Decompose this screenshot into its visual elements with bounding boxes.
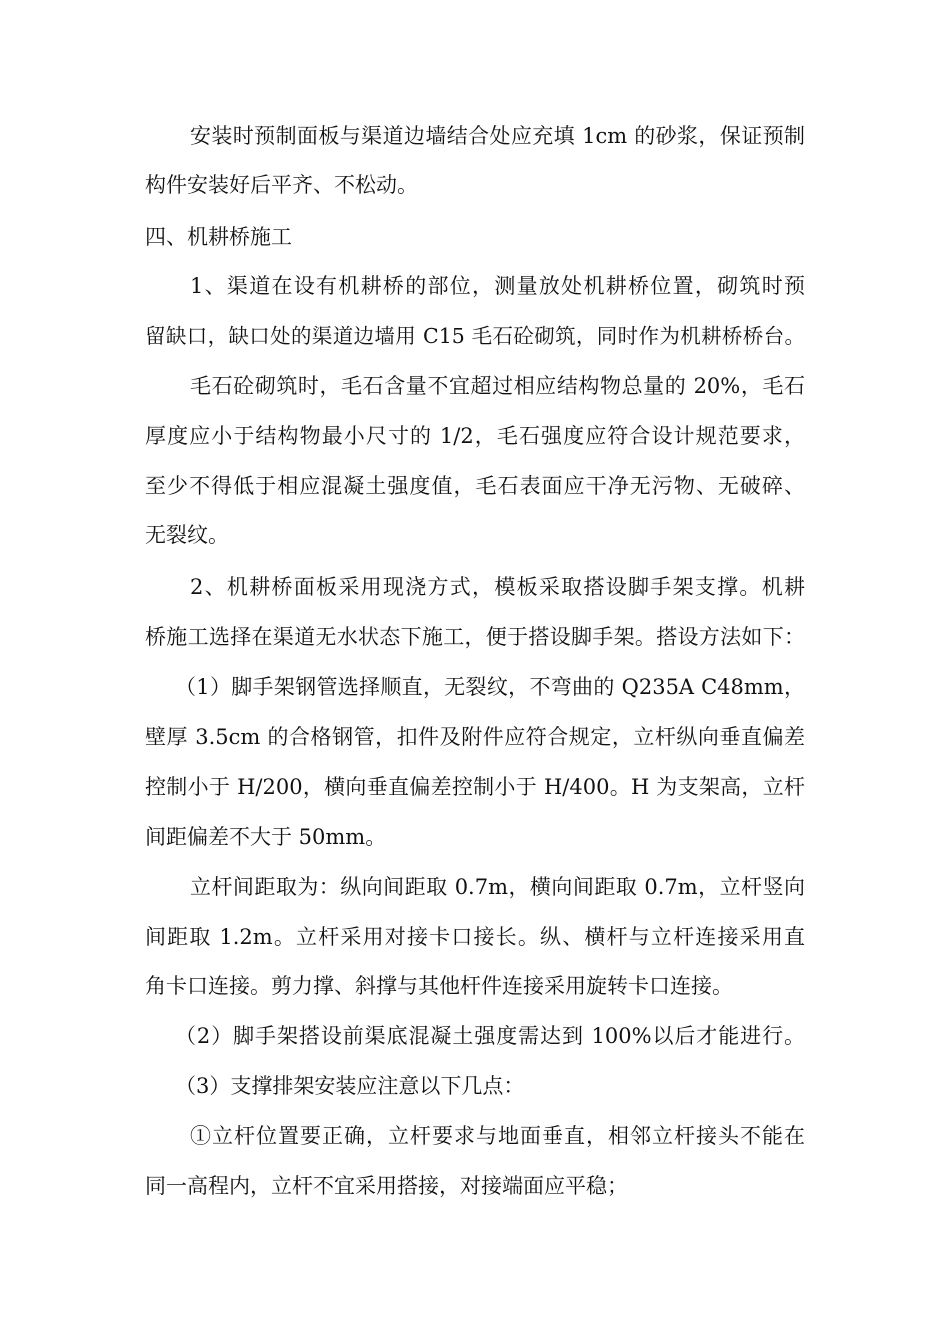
- paragraph-line: 壁厚 3.5cm 的合格钢管，扣件及附件应符合规定，立杆纵向垂直偏差: [145, 725, 805, 749]
- paragraph-line: 同一高程内，立杆不宜采用搭接，对接端面应平稳；: [145, 1174, 628, 1198]
- paragraph-line: 至少不得低于相应混凝土强度值，毛石表面应干净无污物、无破碎、: [145, 474, 805, 498]
- paragraph-line: 立杆间距取为：纵向间距取 0.7m，横向间距取 0.7m，立杆竖向: [190, 875, 805, 899]
- paragraph-line: 角卡口连接。剪力撑、斜撑与其他杆件连接采用旋转卡口连接。: [145, 974, 733, 998]
- paragraph-line: （2）脚手架搭设前渠底混凝土强度需达到 100%以后才能进行。: [175, 1024, 805, 1048]
- section-heading: 四、机耕桥施工: [145, 225, 292, 249]
- paragraph-line: 构件安装好后平齐、不松动。: [145, 173, 418, 197]
- paragraph-line: 桥施工选择在渠道无水状态下施工，便于搭设脚手架。搭设方法如下：: [145, 625, 805, 649]
- paragraph-line: 2、机耕桥面板采用现浇方式，模板采取搭设脚手架支撑。机耕: [190, 575, 805, 599]
- paragraph-line: 厚度应小于结构物最小尺寸的 1/2，毛石强度应符合设计规范要求，: [145, 424, 805, 448]
- paragraph-line: （1）脚手架钢管选择顺直，无裂纹，不弯曲的 Q235A C48mm，: [175, 675, 805, 699]
- paragraph-line: 无裂纹。: [145, 523, 229, 547]
- paragraph-line: 控制小于 H/200，横向垂直偏差控制小于 H/400。H 为支架高，立杆: [145, 775, 805, 799]
- paragraph-line: 毛石砼砌筑时，毛石含量不宜超过相应结构物总量的 20%，毛石: [190, 374, 805, 398]
- paragraph-line: 间距取 1.2m。立杆采用对接卡口接长。纵、横杆与立杆连接采用直: [145, 925, 805, 949]
- paragraph-line: ①立杆位置要正确，立杆要求与地面垂直，相邻立杆接头不能在: [190, 1124, 805, 1148]
- paragraph-line: （3）支撑排架安装应注意以下几点：: [175, 1074, 525, 1098]
- paragraph-line: 间距偏差不大于 50mm。: [145, 825, 387, 849]
- paragraph-line: 安装时预制面板与渠道边墙结合处应充填 1cm 的砂浆，保证预制: [190, 124, 805, 148]
- paragraph-line: 留缺口，缺口处的渠道边墙用 C15 毛石砼砌筑，同时作为机耕桥桥台。: [145, 324, 805, 348]
- paragraph-line: 1、渠道在设有机耕桥的部位，测量放处机耕桥位置，砌筑时预: [190, 274, 805, 298]
